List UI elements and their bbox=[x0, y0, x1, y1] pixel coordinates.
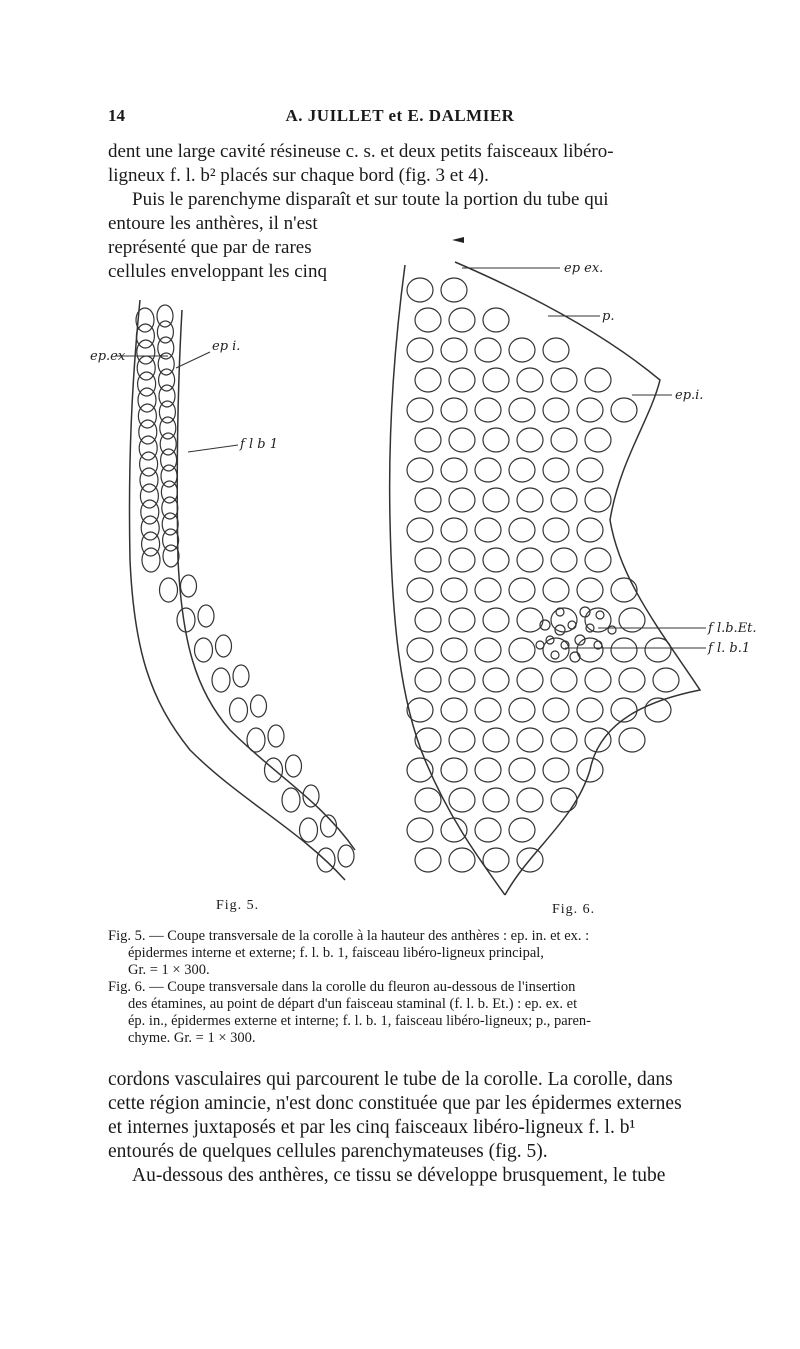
tissue-cell bbox=[449, 788, 475, 812]
tissue-cell bbox=[415, 488, 441, 512]
fig6-label-flb1: f l. b.1 bbox=[708, 641, 751, 656]
tissue-cell bbox=[449, 488, 475, 512]
tissue-cell bbox=[251, 695, 267, 717]
tissue-cell bbox=[407, 818, 433, 842]
tissue-cell bbox=[509, 338, 535, 362]
text-line: ligneux f. l. b² placés sur chaque bord (fig. 3 et 4). bbox=[108, 165, 489, 186]
tissue-cell bbox=[415, 668, 441, 692]
tissue-cell bbox=[483, 788, 509, 812]
tissue-cell bbox=[551, 728, 577, 752]
tissue-cell bbox=[441, 338, 467, 362]
tissue-cell bbox=[415, 308, 441, 332]
tissue-cell bbox=[585, 428, 611, 452]
text-line: cellules enveloppant les cinq bbox=[108, 261, 327, 282]
text-line: dent une large cavité résineuse c. s. et deux petits faisceaux libéro- bbox=[108, 141, 614, 162]
tissue-cell bbox=[517, 428, 543, 452]
tissue-cell bbox=[160, 578, 178, 602]
tissue-cell bbox=[415, 788, 441, 812]
tissue-cell bbox=[483, 308, 509, 332]
tissue-cell bbox=[475, 518, 501, 542]
tissue-cell bbox=[483, 428, 509, 452]
tissue-cell bbox=[517, 728, 543, 752]
tissue-cell bbox=[407, 518, 433, 542]
fig5-label-ep-i: ep i. bbox=[212, 339, 241, 354]
tissue-cell bbox=[233, 665, 249, 687]
tissue-cell bbox=[619, 728, 645, 752]
tissue-cell bbox=[611, 578, 637, 602]
tissue-cell bbox=[415, 368, 441, 392]
tissue-cell bbox=[449, 848, 475, 872]
tissue-cell bbox=[230, 698, 248, 722]
tissue-cell bbox=[509, 698, 535, 722]
tissue-cell bbox=[475, 578, 501, 602]
tissue-cell bbox=[441, 818, 467, 842]
tissue-cell bbox=[449, 668, 475, 692]
fig5-label-ep-ex: ep.ex bbox=[90, 349, 126, 364]
tissue-cell bbox=[509, 638, 535, 662]
page-number: 14 bbox=[108, 106, 125, 125]
fig6-label-p: p. bbox=[602, 309, 615, 324]
tissue-cell bbox=[338, 845, 354, 867]
tissue-cell bbox=[483, 668, 509, 692]
tissue-cell bbox=[407, 698, 433, 722]
tissue-cell bbox=[407, 338, 433, 362]
tissue-cell bbox=[441, 458, 467, 482]
tissue-cell bbox=[441, 578, 467, 602]
tissue-cell bbox=[268, 725, 284, 747]
fig5-label-flb1: f l b 1 bbox=[240, 437, 278, 452]
tissue-cell bbox=[585, 488, 611, 512]
tissue-cell bbox=[300, 818, 318, 842]
legend-line: chyme. Gr. = 1 × 300. bbox=[128, 1030, 256, 1046]
tissue-cell bbox=[551, 488, 577, 512]
tissue-cell bbox=[441, 278, 467, 302]
tissue-cell bbox=[509, 758, 535, 782]
tissue-cell bbox=[483, 728, 509, 752]
tissue-cell bbox=[543, 338, 569, 362]
figure-5-cells bbox=[136, 305, 354, 872]
tissue-cell bbox=[441, 518, 467, 542]
tissue-cell bbox=[449, 728, 475, 752]
tissue-cell bbox=[181, 575, 197, 597]
tissue-cell bbox=[449, 608, 475, 632]
figure-6-cells bbox=[407, 278, 679, 872]
figure-leader-lines bbox=[115, 268, 706, 648]
tissue-cell bbox=[551, 548, 577, 572]
tissue-cell bbox=[483, 608, 509, 632]
text-line: Puis le parenchyme disparaît et sur toute la portion du tube qui bbox=[132, 189, 609, 210]
tissue-cell bbox=[475, 638, 501, 662]
tissue-cell bbox=[195, 638, 213, 662]
figure-6-caption: Fig. 6. bbox=[552, 902, 596, 917]
tissue-cell bbox=[509, 818, 535, 842]
tissue-cell bbox=[407, 638, 433, 662]
tissue-cell bbox=[415, 848, 441, 872]
tissue-cell bbox=[517, 548, 543, 572]
tissue-cell bbox=[585, 668, 611, 692]
tissue-cell bbox=[216, 635, 232, 657]
tissue-cell bbox=[407, 578, 433, 602]
tissue-cell bbox=[441, 758, 467, 782]
tissue-cell bbox=[509, 518, 535, 542]
text-line: cette région amincie, n'est donc constituée que par les épidermes externes bbox=[108, 1093, 682, 1114]
tissue-cell bbox=[475, 818, 501, 842]
tissue-cell bbox=[483, 368, 509, 392]
tissue-cell bbox=[577, 458, 603, 482]
tissue-cell bbox=[483, 488, 509, 512]
tissue-cell bbox=[517, 368, 543, 392]
tissue-cell bbox=[653, 668, 679, 692]
tissue-cell bbox=[415, 608, 441, 632]
tissue-cell bbox=[551, 668, 577, 692]
tissue-cell bbox=[483, 548, 509, 572]
tissue-cell bbox=[449, 428, 475, 452]
tissue-cell bbox=[611, 638, 637, 662]
tissue-cell bbox=[286, 755, 302, 777]
tissue-cell bbox=[198, 605, 214, 627]
closing-paragraph bbox=[108, 1068, 738, 1164]
tissue-cell bbox=[509, 458, 535, 482]
tissue-cell bbox=[577, 518, 603, 542]
text-line: Au-dessous des anthères, ce tissu se développe brusquement, le tube bbox=[132, 1165, 666, 1186]
tissue-cell bbox=[585, 368, 611, 392]
tissue-cell bbox=[551, 428, 577, 452]
tissue-cell bbox=[517, 488, 543, 512]
arrow-marker bbox=[452, 237, 464, 243]
tissue-cell bbox=[449, 548, 475, 572]
legend-line: ép. in., épidermes externe et interne; f. l. b. 1, faisceau libéro-ligneux; p., paren- bbox=[128, 1013, 592, 1029]
tissue-cell bbox=[517, 788, 543, 812]
tissue-cell bbox=[551, 368, 577, 392]
tissue-cell bbox=[509, 398, 535, 422]
final-paragraph bbox=[108, 1164, 738, 1188]
legend-line: épidermes interne et externe; f. l. b. 1, faisceau libéro-ligneux principal, bbox=[128, 945, 544, 961]
tissue-cell bbox=[441, 398, 467, 422]
tissue-cell bbox=[415, 428, 441, 452]
figure-5-caption: Fig. 5. bbox=[216, 898, 260, 913]
tissue-cell bbox=[577, 578, 603, 602]
tissue-cell bbox=[543, 758, 569, 782]
tissue-cell bbox=[475, 458, 501, 482]
tissue-cell bbox=[585, 548, 611, 572]
tissue-cell bbox=[543, 698, 569, 722]
tissue-cell bbox=[475, 398, 501, 422]
tissue-cell bbox=[543, 518, 569, 542]
tissue-cell bbox=[475, 758, 501, 782]
legend-line: des étamines, au point de départ d'un faisceau staminal (f. l. b. Et.) : ep. ex. et bbox=[128, 996, 578, 1012]
tissue-cell bbox=[177, 608, 195, 632]
legend-line: Fig. 6. — Coupe transversale dans la corolle du fleuron au-dessous de l'insertion bbox=[108, 979, 576, 995]
tissue-cell bbox=[441, 698, 467, 722]
text-line: cordons vasculaires qui parcourent le tube de la corolle. La corolle, dans bbox=[108, 1069, 673, 1090]
tissue-cell bbox=[441, 638, 467, 662]
text-line: entourés de quelques cellules parenchymateuses (fig. 5). bbox=[108, 1141, 548, 1162]
tissue-cell bbox=[163, 545, 179, 567]
tissue-cell bbox=[475, 698, 501, 722]
tissue-cell bbox=[247, 728, 265, 752]
tissue-cell bbox=[415, 548, 441, 572]
tissue-cell bbox=[449, 368, 475, 392]
tissue-cell bbox=[415, 728, 441, 752]
fig6-label-ep-ex: ep ex. bbox=[564, 261, 604, 276]
tissue-cell bbox=[509, 578, 535, 602]
tissue-cell bbox=[543, 578, 569, 602]
figure-6-drawing bbox=[390, 262, 700, 895]
running-title: A. JUILLET et E. DALMIER bbox=[285, 106, 515, 125]
legend-line: Fig. 5. — Coupe transversale de la corolle à la hauteur des anthères : ep. in. et ex. : bbox=[108, 928, 590, 944]
tissue-cell bbox=[282, 788, 300, 812]
text-line: entoure les anthères, il n'est bbox=[108, 213, 318, 234]
tissue-cell bbox=[212, 668, 230, 692]
tissue-cell bbox=[551, 788, 577, 812]
figure-legend bbox=[108, 928, 738, 1047]
tissue-cell bbox=[142, 548, 160, 572]
tissue-cell bbox=[449, 308, 475, 332]
tissue-cell bbox=[407, 398, 433, 422]
tissue-cell bbox=[577, 698, 603, 722]
text-line: et internes juxtaposés et par les cinq faisceaux libéro-ligneux f. l. b¹ bbox=[108, 1117, 636, 1138]
legend-line: Gr. = 1 × 300. bbox=[128, 962, 210, 978]
tissue-cell bbox=[619, 668, 645, 692]
tissue-cell bbox=[407, 458, 433, 482]
tissue-cell bbox=[475, 338, 501, 362]
tissue-cell bbox=[517, 668, 543, 692]
tissue-cell bbox=[577, 398, 603, 422]
fig6-label-flb-et: f l.b.Et. bbox=[708, 621, 757, 636]
tissue-cell bbox=[645, 638, 671, 662]
figure-5-drawing bbox=[129, 300, 355, 880]
fig6-label-ep-i: ep.i. bbox=[675, 388, 704, 403]
tissue-cell bbox=[611, 398, 637, 422]
text-line: représenté que par de rares bbox=[108, 237, 312, 258]
tissue-cell bbox=[543, 398, 569, 422]
tissue-cell bbox=[517, 608, 543, 632]
tissue-cell bbox=[543, 458, 569, 482]
tissue-cell bbox=[407, 278, 433, 302]
tissue-cell bbox=[483, 848, 509, 872]
